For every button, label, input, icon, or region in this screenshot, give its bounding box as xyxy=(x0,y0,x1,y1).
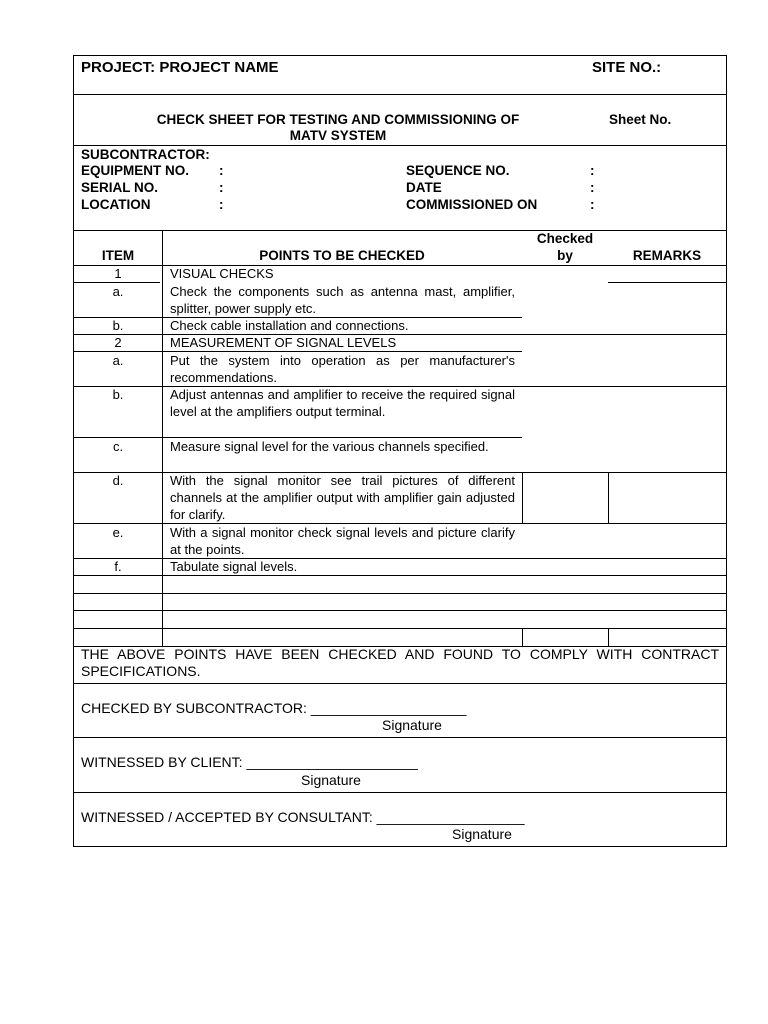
colon: : xyxy=(590,180,595,195)
row-description: Check the components such as antenna mast, amplifier, splitter, power supply etc. xyxy=(170,284,515,316)
row-item-number: d. xyxy=(112,473,124,488)
sheet-title-line1: CHECK SHEET FOR TESTING AND COMMISSIONING OF xyxy=(156,112,520,127)
divider xyxy=(74,575,726,576)
sequence-no-label: SEQUENCE NO. xyxy=(406,163,510,178)
sheet-no-label: Sheet No. xyxy=(609,112,672,127)
column-divider xyxy=(522,472,523,523)
row-description: With a signal monitor check signal levels and picture clarify at the points. xyxy=(170,525,515,557)
col-header-remarks: REMARKS xyxy=(632,248,702,263)
divider xyxy=(74,593,726,594)
row-item-number: 1 xyxy=(114,266,122,281)
divider xyxy=(74,94,726,95)
colon: : xyxy=(219,197,224,212)
checked-by-subcontractor: CHECKED BY SUBCONTRACTOR: ____________________ xyxy=(81,700,467,716)
equipment-no-label: EQUIPMENT NO. xyxy=(81,163,190,178)
divider xyxy=(74,683,726,684)
row-item-number: b. xyxy=(112,318,124,333)
row-description: Put the system into operation as per manufacturer's recommendations. xyxy=(170,353,515,385)
row-item-number: c. xyxy=(112,439,124,454)
signature-caption: Signature xyxy=(301,772,361,788)
serial-no-label: SERIAL NO. xyxy=(81,180,159,195)
subcontractor-label: SUBCONTRACTOR: xyxy=(81,147,210,162)
signature-caption: Signature xyxy=(452,826,512,842)
col-header-points: POINTS TO BE CHECKED xyxy=(259,248,425,263)
colon: : xyxy=(219,163,224,178)
column-divider xyxy=(522,628,523,646)
divider xyxy=(74,737,726,738)
column-divider xyxy=(608,472,609,523)
colon: : xyxy=(590,163,595,178)
divider xyxy=(74,628,726,629)
row-item-number: 2 xyxy=(114,335,122,350)
row-item-number: e. xyxy=(112,525,124,540)
row-description: Tabulate signal levels. xyxy=(170,559,298,574)
sheet-title-line2: MATV SYSTEM xyxy=(289,128,387,143)
check-sheet xyxy=(73,55,727,847)
row-description: Adjust antennas and amplifier to receive the required signal level at the amplifiers output terminal. xyxy=(170,387,515,419)
compliance-statement: THE ABOVE POINTS HAVE BEEN CHECKED AND FOUND TO COMPLY WITH CONTRACT SPECIFICATIONS. xyxy=(81,646,719,679)
column-divider xyxy=(608,628,609,646)
row-item-number: f. xyxy=(114,559,122,574)
divider xyxy=(74,792,726,793)
colon: : xyxy=(219,180,224,195)
row-description: VISUAL CHECKS xyxy=(170,266,274,281)
row-description: Measure signal level for the various channels specified. xyxy=(170,439,489,454)
divider xyxy=(74,610,726,611)
witnessed-by-consultant: WITNESSED / ACCEPTED BY CONSULTANT: ___________________ xyxy=(81,809,525,825)
col-header-item: ITEM xyxy=(101,248,135,263)
location-label: LOCATION xyxy=(81,197,151,212)
project-label: PROJECT: PROJECT NAME xyxy=(81,59,279,76)
col-header-checked: Checked xyxy=(536,231,594,246)
row-item-number: a. xyxy=(112,353,124,368)
row-description: Check cable installation and connections. xyxy=(170,318,409,333)
witnessed-by-client: WITNESSED BY CLIENT: ______________________ xyxy=(81,754,418,770)
divider xyxy=(608,282,726,283)
signature-caption: Signature xyxy=(382,717,442,733)
date-label: DATE xyxy=(406,180,442,195)
divider xyxy=(74,230,726,231)
column-divider xyxy=(162,230,163,646)
divider xyxy=(74,145,726,146)
row-description: MEASUREMENT OF SIGNAL LEVELS xyxy=(170,335,397,350)
col-header-checked-by: by xyxy=(557,248,573,263)
row-item-number: b. xyxy=(112,387,124,402)
row-item-number: a. xyxy=(112,284,124,299)
colon: : xyxy=(590,197,595,212)
row-description: With the signal monitor see trail pictures of different channels at the amplifier output with amplifier gain adjusted for clarify. xyxy=(170,473,515,522)
commissioned-on-label: COMMISSIONED ON xyxy=(406,197,538,212)
site-label: SITE NO.: xyxy=(592,59,662,76)
